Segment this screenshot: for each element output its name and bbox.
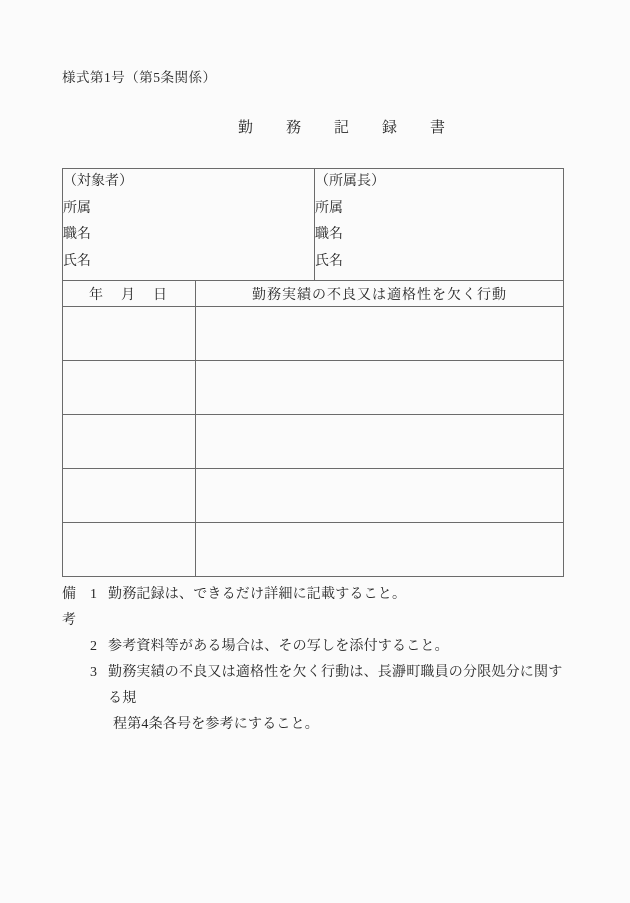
remark-line-1	[62, 582, 568, 634]
remark-text: 勤務実績の不良又は適格性を欠く行動は、長瀞町職員の分限処分に関する規	[108, 665, 563, 706]
supervisor-heading: （所属長）	[315, 174, 385, 189]
remark-number: 1	[90, 587, 97, 602]
remark-text: 勤務記録は、できるだけ詳細に記載すること。	[108, 587, 407, 602]
record-action-cell	[196, 307, 564, 361]
date-header-label: 年 月 日	[89, 287, 169, 303]
document-title: 勤 務 記 録 書	[238, 120, 455, 136]
date-column-header	[63, 281, 196, 307]
record-row	[63, 307, 564, 361]
remarks-label: 備考	[62, 587, 77, 628]
remark-line-3	[62, 660, 568, 712]
record-date-cell	[63, 307, 196, 361]
remark-line-3-continuation	[62, 712, 568, 738]
subject-field-job-title: 職名	[63, 227, 91, 242]
record-action-cell	[196, 523, 564, 577]
record-action-cell	[196, 361, 564, 415]
record-date-cell	[63, 415, 196, 469]
supervisor-field-job-title: 職名	[315, 227, 343, 242]
record-row	[63, 469, 564, 523]
subject-party-cell	[63, 169, 315, 281]
supervisor-field-name: 氏名	[315, 253, 343, 269]
subject-heading: （対象者）	[63, 174, 133, 189]
record-action-cell	[196, 415, 564, 469]
parties-row	[63, 169, 564, 281]
remarks-section	[62, 582, 568, 738]
record-row	[63, 361, 564, 415]
subject-field-affiliation: 所属	[63, 200, 91, 216]
supervisor-party-cell	[315, 169, 564, 281]
record-row	[63, 523, 564, 577]
action-column-header	[196, 281, 564, 307]
subject-field-name: 氏名	[63, 253, 91, 269]
remark-line-2	[62, 634, 568, 660]
record-form-table	[62, 168, 564, 577]
record-date-cell	[63, 523, 196, 577]
supervisor-field-affiliation: 所属	[315, 200, 343, 216]
record-date-cell	[63, 469, 196, 523]
remark-text: 程第4条各号を参考にすること。	[113, 717, 319, 732]
remark-number: 2	[90, 639, 97, 654]
record-action-cell	[196, 469, 564, 523]
record-table-header-row	[63, 281, 564, 307]
form-number-label: 様式第1号（第5条関係）	[62, 70, 217, 85]
record-date-cell	[63, 361, 196, 415]
remark-number: 3	[90, 665, 97, 680]
action-header-label: 勤務実績の不良又は適格性を欠く行動	[252, 287, 507, 303]
remark-text: 参考資料等がある場合は、その写しを添付すること。	[108, 639, 449, 654]
record-row	[63, 415, 564, 469]
